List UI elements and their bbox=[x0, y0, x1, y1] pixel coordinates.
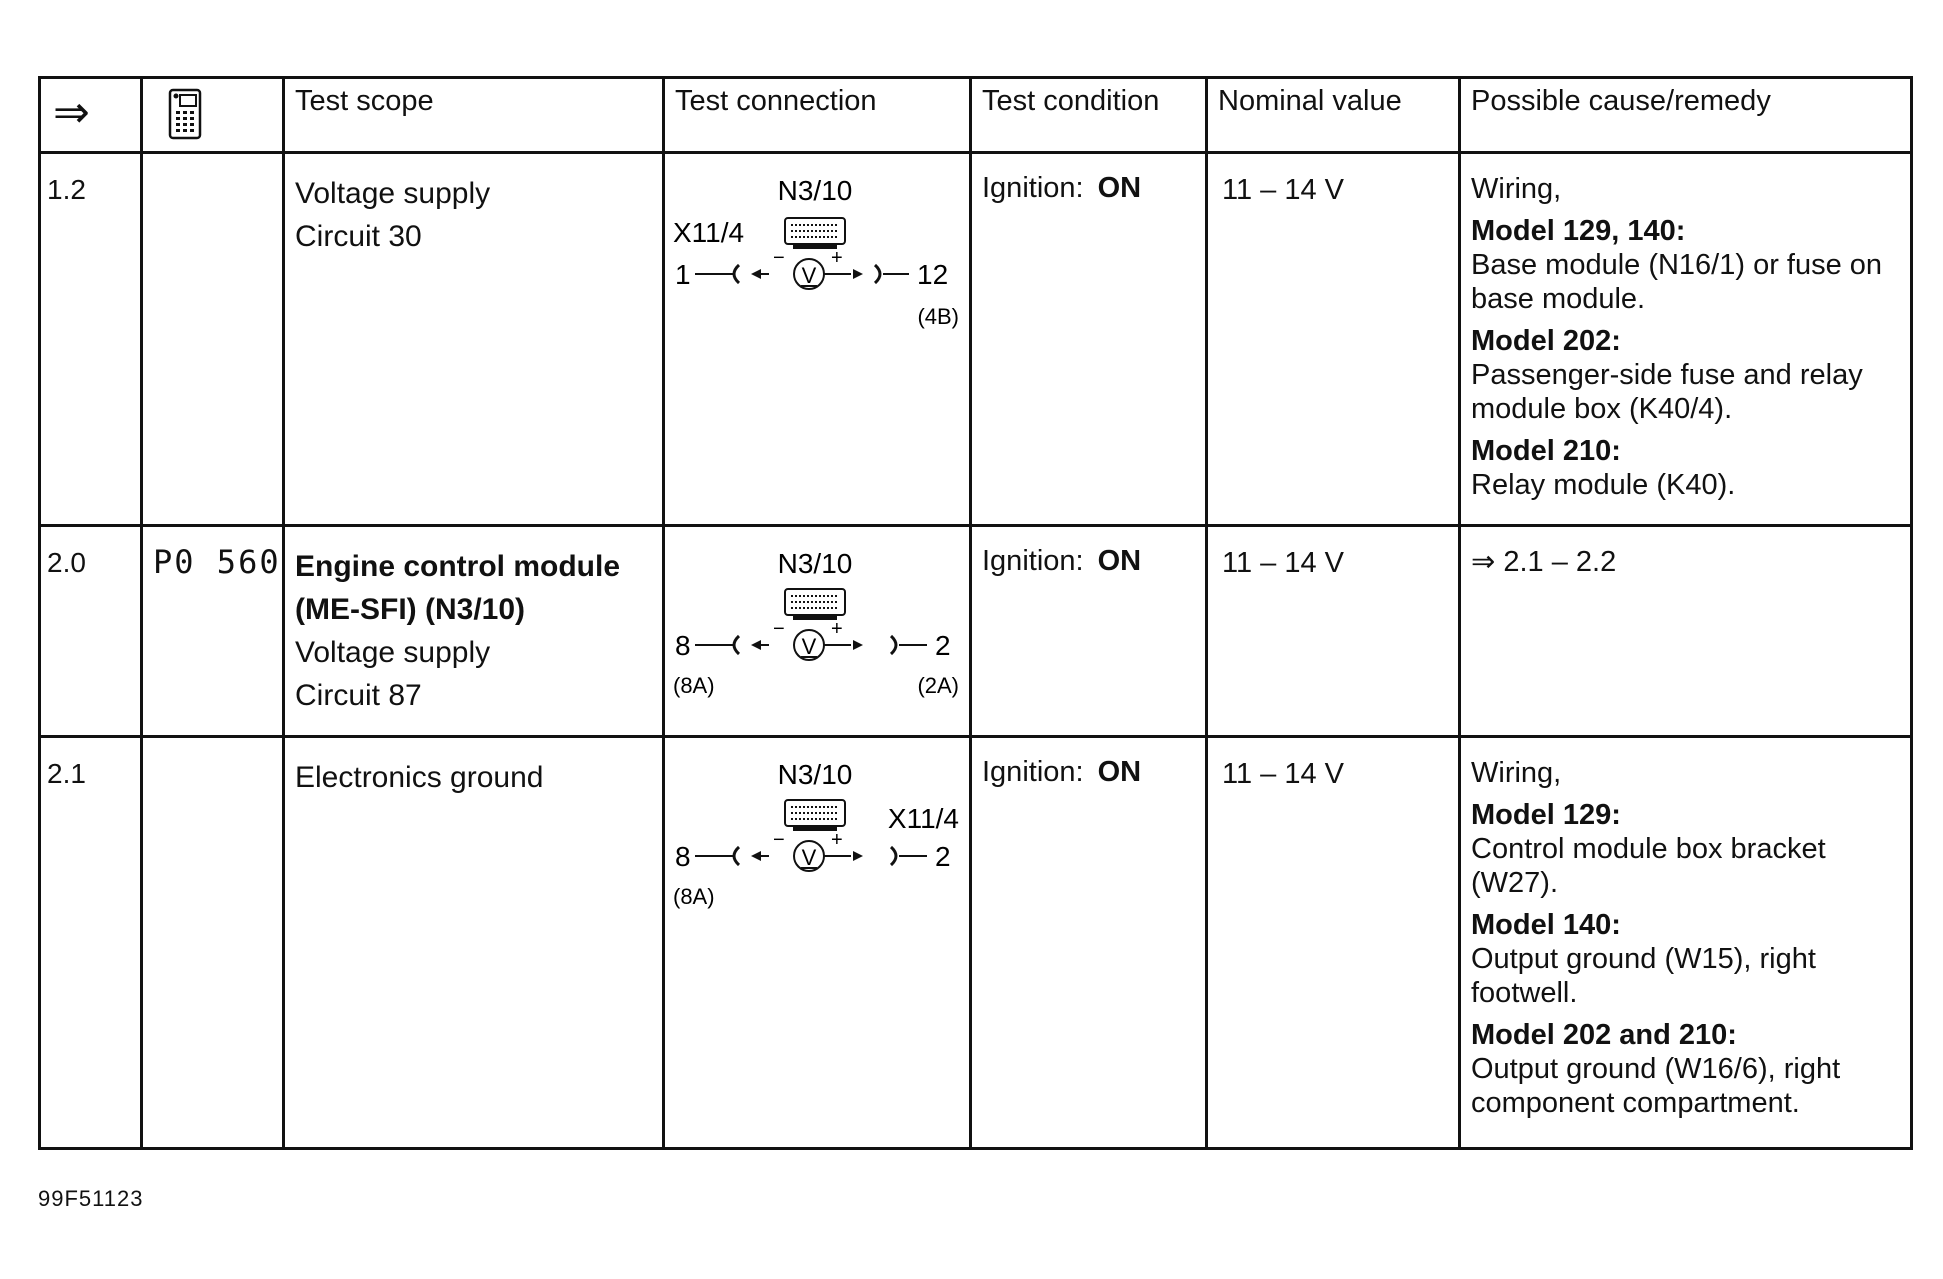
cross-reference: ⇒ 2.1 – 2.2 bbox=[1471, 546, 1617, 578]
scope-line: Voltage supply bbox=[295, 636, 491, 669]
scope-line: Engine control module bbox=[295, 550, 621, 583]
module-label: N3/10 bbox=[777, 548, 853, 579]
code-cell bbox=[142, 153, 284, 526]
hand-held-tester-icon bbox=[165, 87, 205, 141]
svg-text:V: V bbox=[801, 263, 817, 288]
svg-text:−: − bbox=[773, 829, 785, 851]
scope-line: Circuit 87 bbox=[295, 679, 422, 712]
header-arrow-cell bbox=[40, 78, 142, 153]
connector-label: X11/4 bbox=[887, 803, 959, 834]
svg-text:+: + bbox=[831, 247, 843, 269]
cause-cell: Wiring, Model 129, 140: Base module (N16/1) or fuse on base module. Model 202: Passenger-side fuse and relay module box (K40/4). Model 210: Relay module (K40). bbox=[1460, 153, 1912, 526]
header-row bbox=[40, 78, 1912, 153]
ecu-connector-icon bbox=[785, 589, 845, 620]
connection-cell bbox=[664, 153, 971, 526]
right-pin: 12 bbox=[917, 259, 949, 290]
arrow-icon: ⇒ bbox=[53, 88, 90, 137]
right-pin: 2 bbox=[935, 630, 951, 661]
header-test-condition: Test condition bbox=[971, 78, 1207, 153]
right-sub: (4B) bbox=[917, 304, 959, 329]
connector-label: X11/4 bbox=[673, 217, 745, 248]
table-row bbox=[40, 737, 1912, 1149]
module-label: N3/10 bbox=[777, 175, 853, 206]
cause-cell: Wiring, Model 129: Control module box bracket (W27). Model 140: Output ground (W15), right footwell. Model 202 and 210: Output ground (W16/6), right component compartment. bbox=[1460, 737, 1912, 1149]
header-possible-cause: Possible cause/remedy bbox=[1460, 78, 1912, 153]
connection-diagram bbox=[665, 527, 966, 717]
step-cell: 1.2 bbox=[40, 153, 142, 526]
connection-diagram bbox=[665, 154, 966, 344]
test-table bbox=[38, 76, 1913, 1150]
scope-line: (ME-SFI) (N3/10) bbox=[295, 593, 526, 626]
svg-text:+: + bbox=[831, 618, 843, 640]
table-row bbox=[40, 526, 1912, 737]
connection-cell bbox=[664, 737, 971, 1149]
scope-line: Electronics ground bbox=[295, 761, 544, 794]
header-test-connection: Test connection bbox=[664, 78, 971, 153]
left-sub: (8A) bbox=[673, 884, 715, 909]
header-tester-cell bbox=[142, 78, 284, 153]
code-cell bbox=[142, 737, 284, 1149]
nominal-cell: 11 – 14 V bbox=[1207, 153, 1460, 526]
scope-cell bbox=[284, 737, 664, 1149]
scope-line: Circuit 30 bbox=[295, 220, 422, 253]
left-pin: 8 bbox=[675, 841, 691, 872]
header-nominal-value: Nominal value bbox=[1207, 78, 1460, 153]
svg-text:V: V bbox=[801, 845, 817, 870]
connection-cell bbox=[664, 526, 971, 737]
condition-cell: Ignition: ON bbox=[971, 526, 1207, 737]
code-cell bbox=[142, 526, 284, 737]
figure-id: 99F51123 bbox=[38, 1186, 144, 1211]
left-pin: 1 bbox=[675, 259, 691, 290]
right-sub: (2A) bbox=[917, 673, 959, 698]
scope-cell bbox=[284, 153, 664, 526]
cause-cell bbox=[1460, 526, 1912, 737]
step-cell: 2.0 bbox=[40, 526, 142, 737]
svg-text:V: V bbox=[801, 634, 817, 659]
condition-cell: Ignition: ON bbox=[971, 153, 1207, 526]
fault-code: P0 560 bbox=[153, 543, 281, 581]
right-pin: 2 bbox=[935, 841, 951, 872]
scope-line: Voltage supply bbox=[295, 177, 491, 210]
module-label: N3/10 bbox=[777, 759, 853, 790]
step-cell: 2.1 bbox=[40, 737, 142, 1149]
svg-text:−: − bbox=[773, 618, 785, 640]
ecu-connector-icon bbox=[785, 218, 845, 249]
condition-cell: Ignition: ON bbox=[971, 737, 1207, 1149]
nominal-cell: 11 – 14 V bbox=[1207, 737, 1460, 1149]
header-test-scope: Test scope bbox=[284, 78, 664, 153]
left-pin: 8 bbox=[675, 630, 691, 661]
svg-text:−: − bbox=[773, 247, 785, 269]
svg-text:+: + bbox=[831, 829, 843, 851]
ecu-connector-icon bbox=[785, 800, 845, 831]
nominal-cell: 11 – 14 V bbox=[1207, 526, 1460, 737]
scope-cell bbox=[284, 526, 664, 737]
connection-diagram bbox=[665, 738, 966, 928]
table-row bbox=[40, 153, 1912, 526]
left-sub: (8A) bbox=[673, 673, 715, 698]
